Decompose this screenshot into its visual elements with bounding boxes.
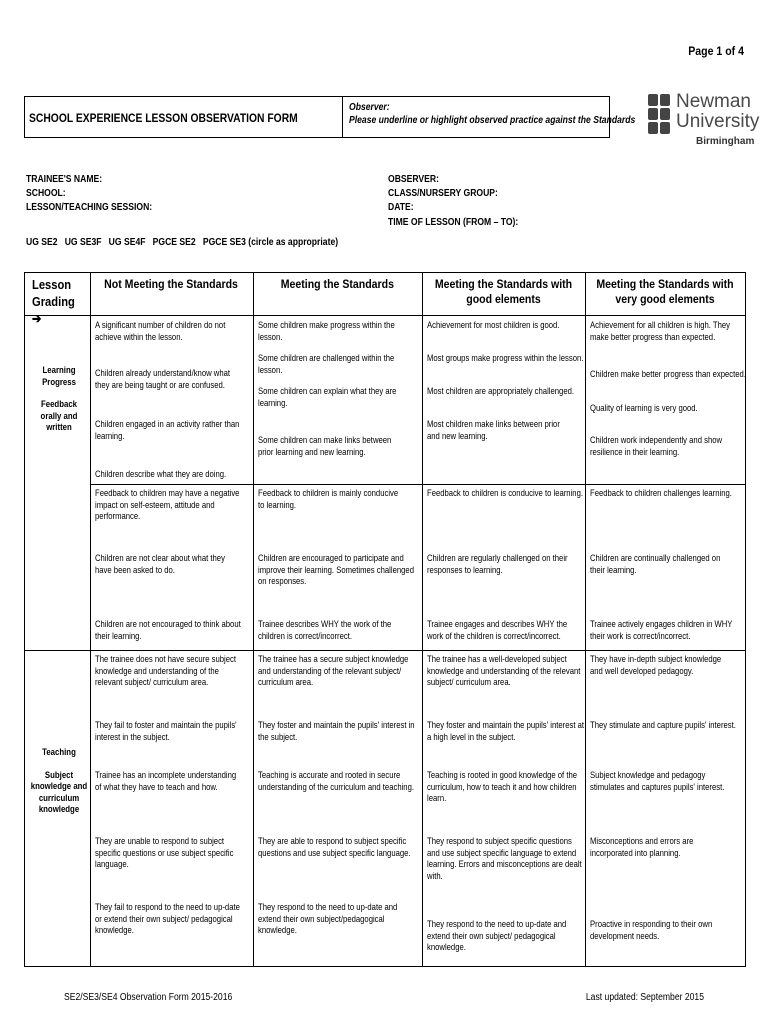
- logo-text-university: University: [676, 111, 760, 132]
- section-label-teaching-subject-knowledge: Teaching Subject knowledge and curriculum knowledge: [30, 747, 88, 815]
- s1-c4-item: Achievement for all children is high. They make better progress than expected.: [590, 319, 731, 342]
- title-cell: [25, 97, 343, 137]
- s2-c2-item: The trainee has a secure subject knowledge and understanding of the relevant subject/ curriculum area.: [258, 653, 409, 688]
- s2-c4-item: They stimulate and capture pupils' interest.: [590, 719, 736, 730]
- form-title: SCHOOL EXPERIENCE LESSON OBSERVATION FORM: [29, 111, 298, 125]
- s1-c1-item: Children already understand/know what they are being taught or are confused.: [95, 367, 231, 390]
- s1-c3-item: Feedback to children is conducive to learning.: [427, 487, 583, 498]
- s2-c3-item: The trainee has a well-developed subject knowledge and understanding of the relevant subject/ curriculum area.: [427, 653, 581, 688]
- s1-c2-item: Some children are challenged within the lesson.: [258, 352, 395, 375]
- observer-info-fields: [388, 173, 539, 230]
- header-not-meeting: Not Meeting the Standards: [104, 277, 239, 291]
- s2-c1-item: They fail to foster and maintain the pupils' interest in the subject.: [95, 719, 237, 742]
- header-meeting-good: Meeting the Standards with good elements: [434, 277, 573, 306]
- s1-c4-item: Feedback to children challenges learning.: [590, 487, 732, 498]
- logo-mark-icon: [648, 94, 672, 136]
- lesson-grading-header: Lesson Grading ➔: [32, 277, 75, 326]
- s2-c3-item: They respond to subject specific questions and use subject specific language to extend learning. Errors and misconceptions are dealt with.: [427, 835, 582, 881]
- s2-c2-item: Teaching is accurate and rooted in secure understanding of the curriculum and teaching.: [258, 769, 414, 792]
- page-number: Page 1 of 4: [688, 44, 744, 58]
- s1-c4-item: Children are continually challenged on their learning.: [590, 552, 721, 575]
- s1-c3-item: Children are regularly challenged on their responses to learning.: [427, 552, 568, 575]
- class-group-label: CLASS/NURSERY GROUP:: [388, 188, 498, 200]
- s1-c3-item: Trainee engages and describes WHY the work of the children is correct/incorrect.: [427, 618, 568, 641]
- s1-c3-item: Most groups make progress within the lesson.: [427, 352, 584, 363]
- s1-c2-item: Some children can make links between prior learning and new learning.: [258, 434, 392, 457]
- s1-c1-item: Feedback to children may have a negative impact on self-esteem, attitude and performance.: [95, 487, 240, 522]
- trainee-info-fields: [26, 173, 173, 216]
- s1-c2-item: Some children make progress within the lesson.: [258, 319, 395, 342]
- s2-c3-item: They foster and maintain the pupils' interest at a high level in the subject.: [427, 719, 585, 742]
- s1-c4-item: Quality of learning is very good.: [590, 402, 698, 413]
- s2-c3-item: Teaching is rooted in good knowledge of the curriculum, how to teach it and how children learn.: [427, 769, 578, 804]
- time-of-lesson-label: TIME OF LESSON (FROM – TO):: [388, 216, 519, 228]
- footer-form-name: SE2/SE3/SE4 Observation Form 2015-2016: [64, 992, 233, 1003]
- logo-text-birmingham: Birmingham: [696, 136, 755, 147]
- programme-levels: UG SE2 UG SE3F UG SE4F PGCE SE2 PGCE SE3 (circle as appropriate): [26, 237, 339, 248]
- s2-c3-item: They respond to the need to up-date and extend their own subject/ pedagogical knowledge.: [427, 918, 567, 953]
- s1-c3-item: Most children make links between prior and new learning.: [427, 418, 560, 441]
- s2-c1-item: They are unable to respond to subject specific questions or use subject specific language.: [95, 835, 234, 870]
- s2-c4-item: Misconceptions and errors are incorporated into planning.: [590, 835, 694, 858]
- s1-c2-item: Trainee describes WHY the work of the children is correct/incorrect.: [258, 618, 392, 641]
- footer-last-updated: Last updated: September 2015: [585, 992, 704, 1003]
- observer-instruction: Please underline or highlight observed practice against the Standards: [349, 115, 636, 126]
- header-meeting: Meeting the Standards: [280, 277, 395, 291]
- s2-c2-item: They respond to the need to up-date and extend their own subject/pedagogical knowledge.: [258, 901, 398, 936]
- s2-c4-item: They have in-depth subject knowledge and well developed pedagogy.: [590, 653, 722, 676]
- s2-c2-item: They foster and maintain the pupils' interest in the subject.: [258, 719, 415, 742]
- s1-c1-item: Children are not clear about what they have been asked to do.: [95, 552, 225, 575]
- university-logo: [648, 91, 760, 158]
- s1-c4-item: Children make better progress than expected.: [590, 368, 746, 379]
- observer-cell: [343, 97, 636, 137]
- title-box: [24, 96, 636, 138]
- s1-c1-item: A significant number of children do not achieve within the lesson.: [95, 319, 226, 342]
- s1-c1-item: Children are not encouraged to think about their learning.: [95, 618, 241, 641]
- observer-label: Observer:: [349, 102, 390, 113]
- s1-c4-item: Trainee actively engages children in WHY their work is correct/incorrect.: [590, 618, 733, 641]
- s1-c3-item: Achievement for most children is good.: [427, 319, 560, 330]
- section-label-learning-feedback: Learning Progress Feedback orally and written: [40, 365, 78, 433]
- s1-c2-item: Feedback to children is mainly conducive to learning.: [258, 487, 399, 510]
- s2-c4-item: Subject knowledge and pedagogy stimulates and captures pupils' interest.: [590, 769, 725, 792]
- s1-c1-item: Children engaged in an activity rather than learning.: [95, 418, 240, 441]
- s1-c2-item: Children are encouraged to participate and improve their learning. Sometimes challenged on responses.: [258, 552, 414, 587]
- logo-text-newman: Newman: [676, 91, 751, 112]
- s1-c2-item: Some children can explain what they are learning.: [258, 385, 397, 408]
- trainee-name-label: TRAINEE'S NAME:: [26, 174, 103, 185]
- s2-c1-item: Trainee has an incomplete understanding of what they have to teach and how.: [95, 769, 237, 792]
- s2-c4-item: Proactive in responding to their own development needs.: [590, 918, 713, 941]
- s2-c2-item: They are able to respond to subject specific questions and use subject specific language.: [258, 835, 411, 858]
- s1-c3-item: Most children are appropriately challenged.: [427, 385, 575, 396]
- s2-c1-item: They fail to respond to the need to up-date or extend their own subject/ pedagogical knowledge.: [95, 901, 240, 936]
- s2-c1-item: The trainee does not have secure subject knowledge and understanding of the relevant subject/ curriculum area.: [95, 653, 237, 688]
- header-meeting-very-good: Meeting the Standards with very good elements: [596, 277, 734, 306]
- date-label: DATE:: [388, 202, 414, 214]
- s1-c1-item: Children describe what they are doing.: [95, 468, 227, 479]
- observer-field-label: OBSERVER:: [388, 174, 439, 185]
- lesson-session-label: LESSON/TEACHING SESSION:: [26, 202, 153, 214]
- school-label: SCHOOL:: [26, 188, 66, 200]
- s1-c4-item: Children work independently and show resilience in their learning.: [590, 434, 723, 457]
